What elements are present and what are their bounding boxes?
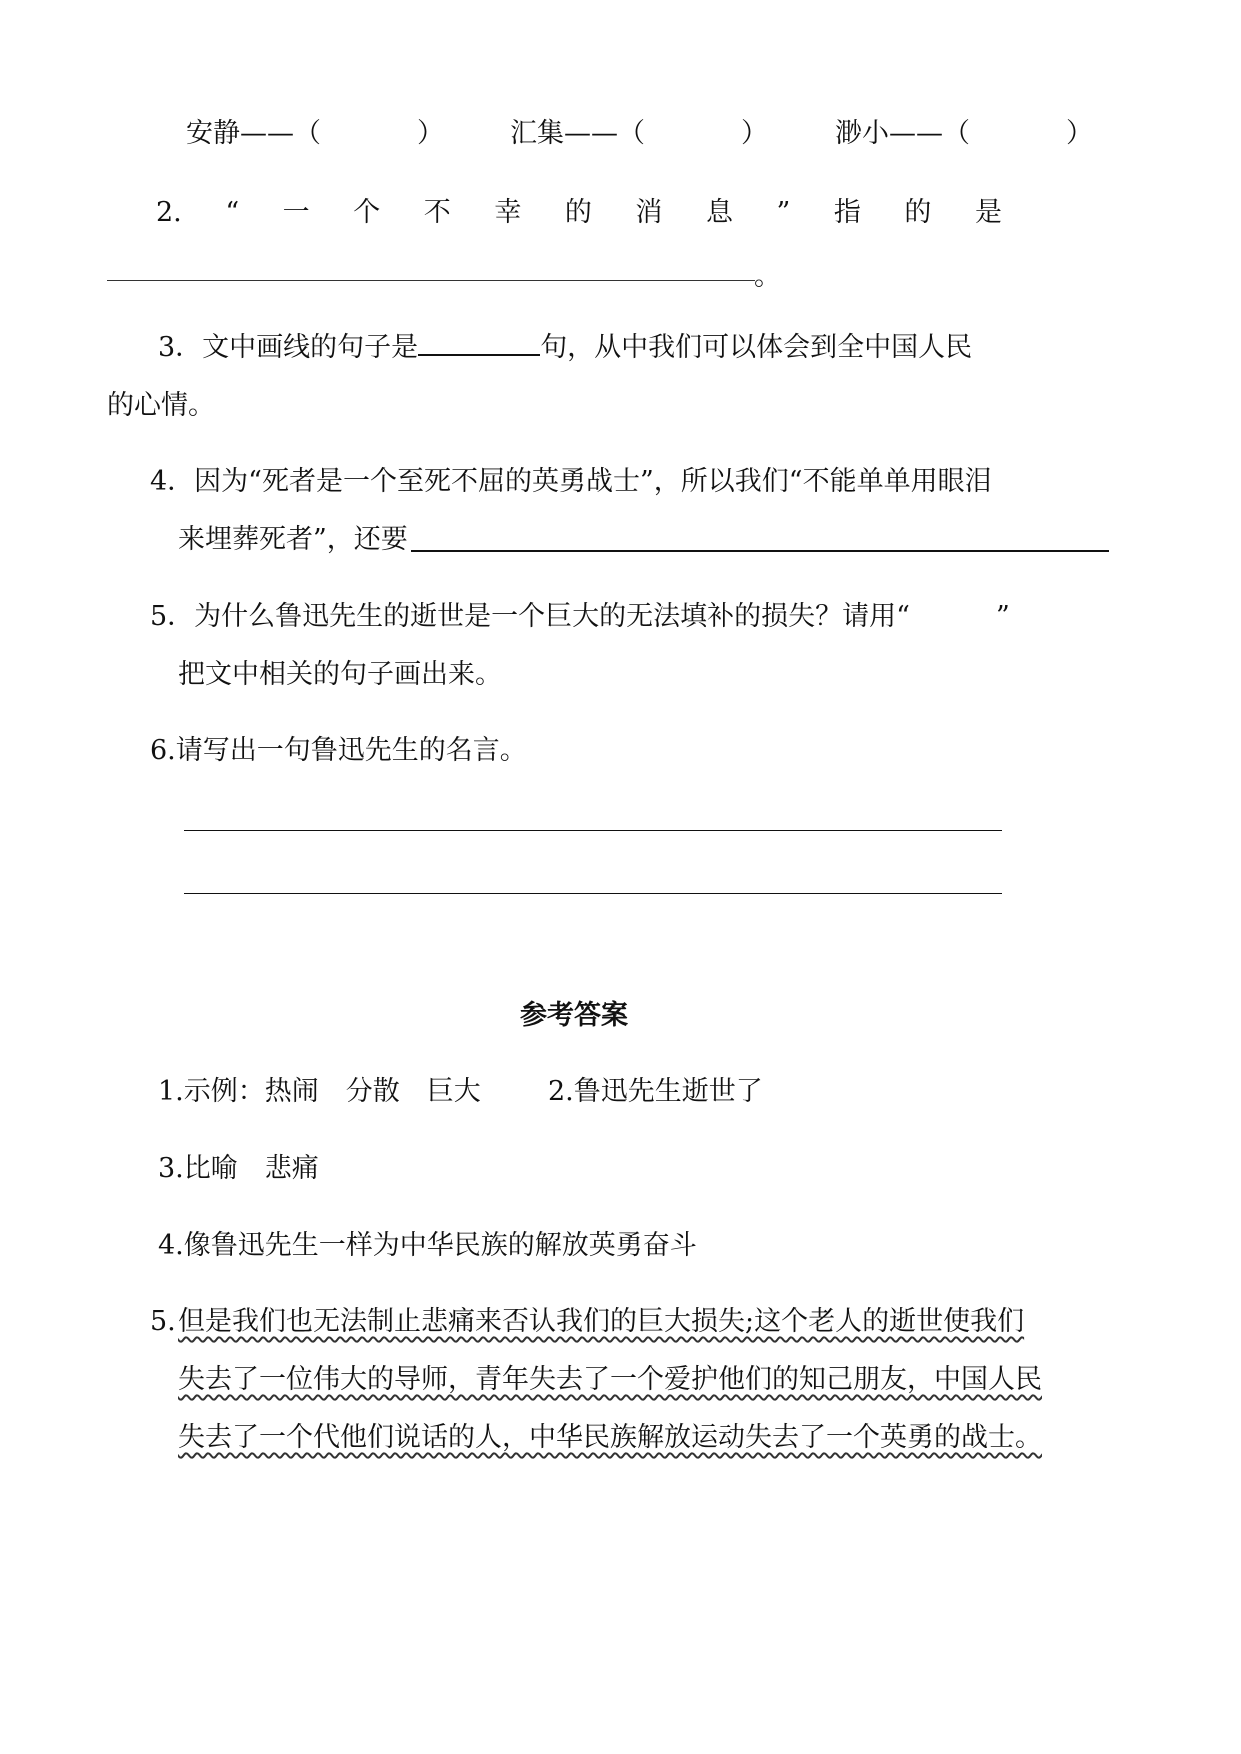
- synonym-item-1: [186, 114, 444, 154]
- q3-prefix: 3．文中画线的句子是: [158, 332, 419, 363]
- q2-char: “: [225, 197, 240, 228]
- answer-2: 2.鲁迅先生逝世了: [548, 1076, 763, 1107]
- question-5-line1: [150, 597, 1010, 637]
- q5-close-quote: ”: [995, 601, 1010, 632]
- q2-char: 的: [904, 197, 932, 228]
- question-3: [158, 328, 972, 368]
- q2-char: 个: [353, 197, 381, 228]
- question-4-line1: 4．因为“死者是一个至死不屈的英勇战士”，所以我们“不能单单用眼泪: [150, 466, 992, 497]
- answer-5-line-3: 失去了一个代他们说话的人，中华民族解放运动失去了一个英勇的战士。: [178, 1422, 1042, 1453]
- q3-line2: 的心情。: [107, 390, 215, 421]
- question-4-line2: [178, 520, 408, 560]
- q6-answer-line-1[interactable]: [184, 830, 1002, 831]
- q2-char: 一: [282, 197, 310, 228]
- q2-char: 2.: [156, 197, 182, 228]
- answer-3: 3.比喻 悲痛: [158, 1153, 319, 1184]
- answer-section-title: 参考答案: [520, 1000, 628, 1031]
- answer-5-line-2: 失去了一位伟大的导师，青年失去了一个爱护他们的知己朋友，中国人民: [178, 1364, 1042, 1395]
- close-paren: ）: [417, 118, 444, 149]
- synonym-item-3: [835, 114, 1093, 154]
- question-2: [156, 193, 1002, 233]
- q3-answer-blank[interactable]: [418, 328, 540, 356]
- q2-char: 幸: [494, 197, 522, 228]
- q4-answer-line[interactable]: [411, 550, 1109, 552]
- synonym-word: 汇集——（: [510, 118, 645, 149]
- question-5-line2: 把文中相关的句子画出来。: [178, 659, 502, 690]
- q2-answer-line[interactable]: [107, 280, 755, 281]
- q2-char: 是: [974, 197, 1002, 228]
- q2-char: 指: [833, 197, 861, 228]
- q5-text: 5．为什么鲁迅先生的逝世是一个巨大的无法填补的损失？请用“: [150, 601, 910, 632]
- q3-mid: 句，从中我们可以体会到全中国人民: [540, 332, 973, 363]
- synonym-word: 渺小——（: [835, 118, 970, 149]
- q2-char: 息: [705, 197, 733, 228]
- q2-end-mark: 。: [754, 261, 781, 292]
- q2-char: 不: [423, 197, 451, 228]
- synonym-item-2: [510, 114, 768, 154]
- q2-char: 的: [564, 197, 592, 228]
- wavy-line-mark: [910, 597, 996, 637]
- q6-answer-line-2[interactable]: [184, 893, 1002, 894]
- answer-5-number: 5.: [150, 1306, 176, 1337]
- synonym-word: 安静——（: [186, 118, 321, 149]
- answer-1: 1.示例：热闹 分散 巨大: [158, 1076, 481, 1107]
- q2-char: ”: [776, 197, 791, 228]
- answer-5-line-1: 但是我们也无法制止悲痛来否认我们的巨大损失;这个老人的逝世使我们: [178, 1306, 1025, 1337]
- close-paren: ）: [1066, 118, 1093, 149]
- answer-4: 4.像鲁迅先生一样为中华民族的解放英勇奋斗: [158, 1230, 697, 1261]
- q2-char: 消: [635, 197, 663, 228]
- question-6: 6.请写出一句鲁迅先生的名言。: [150, 735, 527, 766]
- q4-prefix: 来埋葬死者”，还要: [178, 524, 408, 555]
- close-paren: ）: [741, 118, 768, 149]
